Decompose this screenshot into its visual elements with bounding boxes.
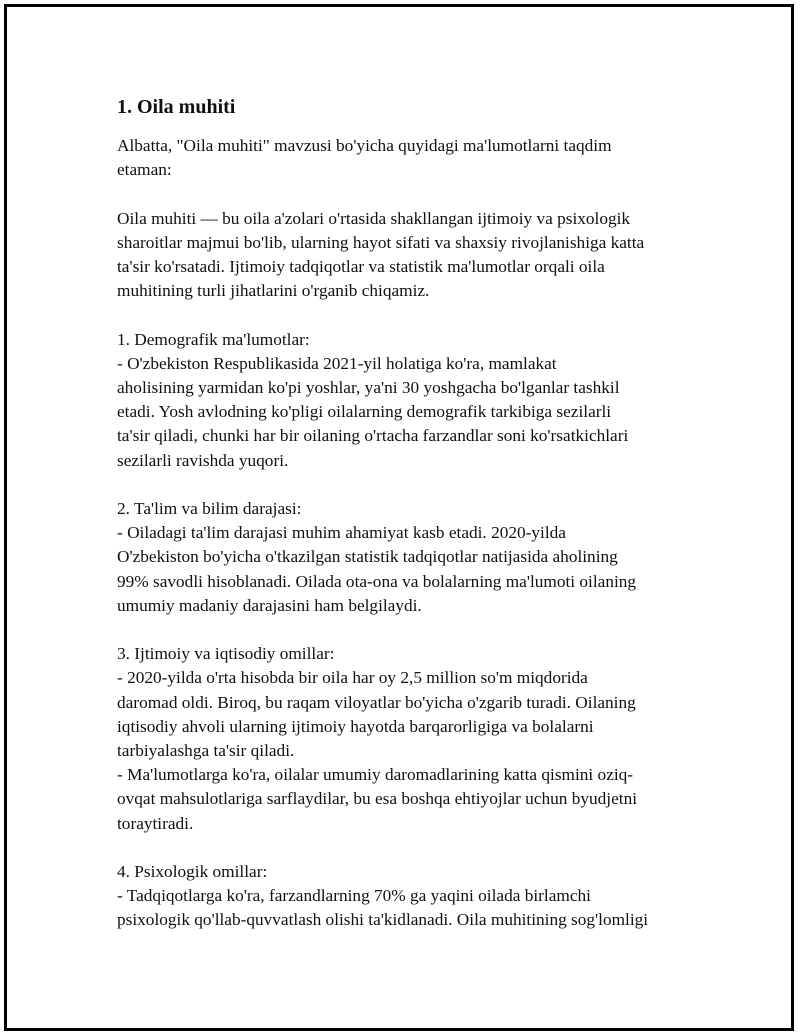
section-bullet-talim-1: - Oiladagi ta'lim darajasi muhim ahamiyat kasb etadi. 2020-yilda O'zbekiston bo'yicha o'tkazilgan statistik tadqiqotlar natijasida aholining 99% savodli hisoblanadi. Oilada ota-ona va bolalarning ma'lumoti oilaning umumiy madaniy darajasini ham belgilaydi. (117, 523, 637, 615)
document-title: 1. Oila muhiti (117, 96, 236, 118)
section-bullet-demografik-1: - O'zbekiston Respublikasida 2021-yil holatiga ko'ra, mamlakat aholisining yarmidan ko'pi yoshlar, ya'ni 30 yoshgacha bo'lganlar tashkil etadi. Yosh avlodning ko'pligi oilalarning demografik tarkibiga sezilarli ta'sir qiladi, chunki har bir oilaning o'rtacha farzandlar soni ko'rsatkichlari sezilarli ravishda yuqori. (117, 353, 629, 470)
section-heading-ijtimoiy: 3. Ijtimoiy va iqtisodiy omillar: (117, 644, 335, 664)
spacer (117, 182, 692, 206)
section-heading-demografik: 1. Demografik ma'lumotlar: (117, 329, 310, 349)
spacer (117, 836, 692, 860)
section-heading-psixologik: 4. Psixologik omillar: (117, 862, 268, 882)
spacer (117, 618, 692, 642)
section-heading-talim: 2. Ta'lim va bilim darajasi: (117, 499, 302, 518)
section-bullet-ijtimoiy-2: - Ma'lumotlarga ko'ra, oilalar umumiy daromadlarining katta qismini oziq- ovqat mahsulotlariga sarflaydilar, bu esa boshqa ehtiyojlar uchun byudjetni toraytiradi. (117, 765, 638, 833)
spacer (117, 303, 692, 327)
intro-paragraph: Albatta, "Oila muhiti" mavzusi bo'yicha quyidagi ma'lumotlarni taqdim etaman: (117, 136, 612, 180)
spacer (117, 473, 692, 497)
section-bullet-psixologik-1: - Tadqiqotlarga ko'ra, farzandlarning 70% ga yaqini oilada birlamchi psixologik qo'llab-quvvatlash olishi ta'kidlanadi. Oila muhitining sog'lomligi (117, 886, 649, 930)
definition-paragraph: Oila muhiti — bu oila a'zolari o'rtasida shakllangan ijtimoiy va psixologik sharoitlar majmui bo'lib, ularning hayot sifati va shaxsiy rivojlanishiga katta ta'sir ko'rsatadi. Ijtimoiy tadqiqotlar va statistik ma'lumotlar orqali oila muhitining turli jihatlarini o'rganib chiqamiz. (117, 208, 645, 301)
document-body (117, 93, 692, 933)
section-bullet-ijtimoiy-1: - 2020-yilda o'rta hisobda bir oila har oy 2,5 million so'm miqdorida daromad oldi. Biroq, bu raqam viloyatlar bo'yicha o'zgarib turadi. Oilaning iqtisodiy ahvoli ularning ijtimoiy hayotda barqarorligiga va bolalarni tarbiyalashga ta'sir qiladi. (117, 668, 636, 761)
